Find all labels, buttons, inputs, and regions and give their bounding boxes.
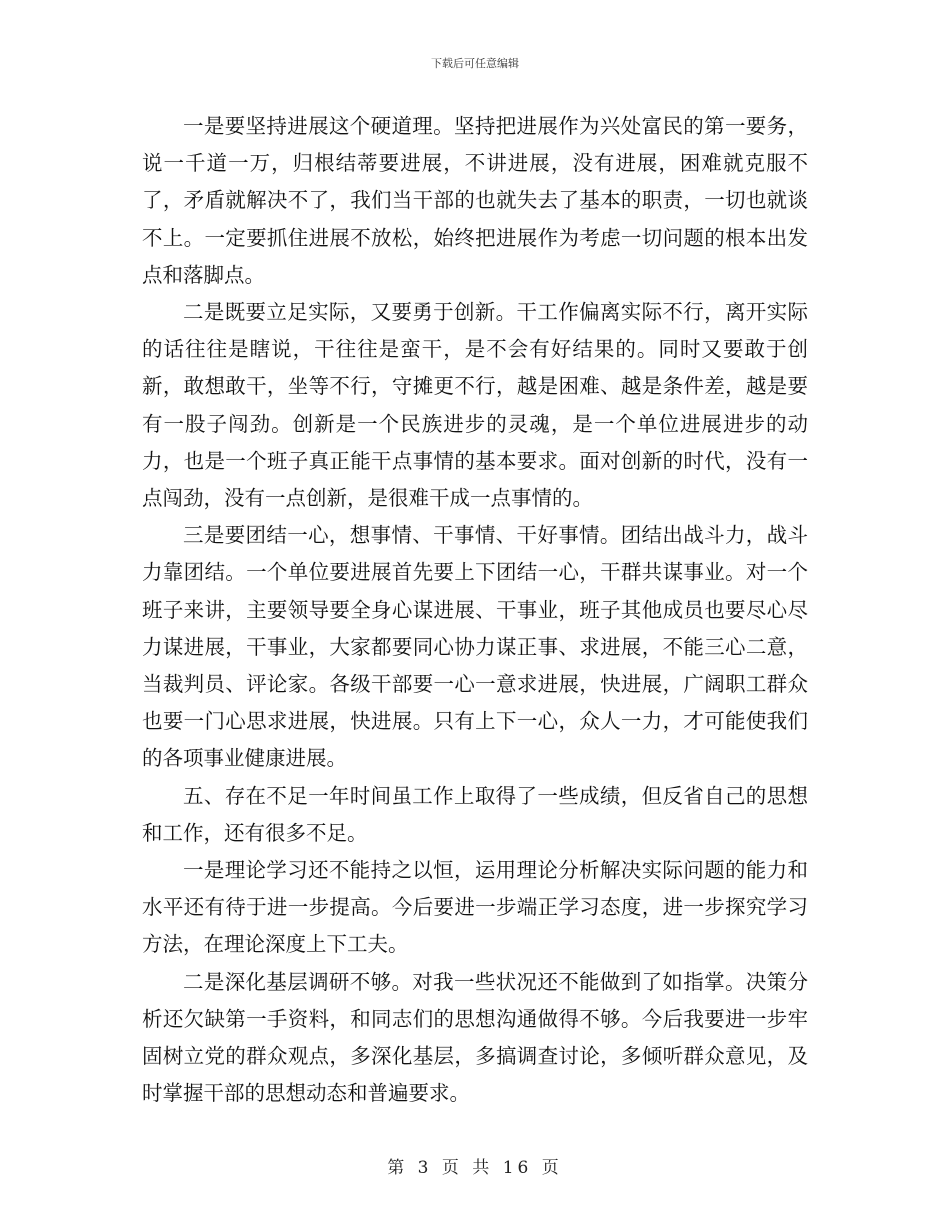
paragraph-4: 五、存在不足一年时间虽工作上取得了一些成绩，但反省自己的思想和工作，还有很多不足。	[142, 783, 808, 845]
paragraph-6: 二是深化基层调研不够。对我一些状况还不能做到了如指掌。决策分析还欠缺第一手资料，和同志们的思想沟通做得不够。今后我要进一步牢固树立党的群众观点，多深化基层，多搞调查讨论，多倾听群众意见，及时掌握干部的思想动态和普遍要求。	[142, 969, 808, 1106]
paragraph-5: 一是理论学习还不能持之以恒，运用理论分析解决实际问题的能力和水平还有待于进一步提高。今后要进一步端正学习态度，进一步探究学习方法，在理论深度上下工夫。	[142, 858, 808, 957]
paragraph-2: 二是既要立足实际，又要勇于创新。干工作偏离实际不行，离开实际的话往往是瞎说，干往往是蛮干，是不会有好结果的。同时又要敢于创新，敢想敢干，坐等不行，守摊更不行，越是困难、越是条件差，越是要有一股子闯劲。创新是一个民族进步的灵魂，是一个单位进展进步的动力，也是一个班子真正能干点事情的基本要求。面对创新的时代，没有一点闯劲，没有一点创新，是很难干成一点事情的。	[142, 300, 808, 511]
paragraph-1: 一是要坚持进展这个硬道理。坚持把进展作为兴处富民的第一要务，说一千道一万，归根结蒂要进展，不讲进展，没有进展，困难就克服不了，矛盾就解决不了，我们当干部的也就失去了基本的职责，一切也就谈不上。一定要抓住进展不放松，始终把进展作为考虑一切问题的根本出发点和落脚点。	[142, 114, 808, 287]
paragraph-3: 三是要团结一心，想事情、干事情、干好事情。团结出战斗力，战斗力靠团结。一个单位要进展首先要上下团结一心，干群共谋事业。对一个班子来讲，主要领导要全身心谋进展、干事业，班子其他成员也要尽心尽力谋进展，干事业，大家都要同心协力谋正事、求进展，不能三心二意，当裁判员、评论家。各级干部要一心一意求进展，快进展，广阔职工群众也要一门心思求进展，快进展。只有上下一心，众人一力，才可能使我们的各项事业健康进展。	[142, 523, 808, 771]
page-number-footer: 第 3 页 共 16 页	[387, 1158, 563, 1178]
page-header: 下载后可任意编辑	[431, 57, 519, 70]
document-body	[142, 108, 808, 1112]
